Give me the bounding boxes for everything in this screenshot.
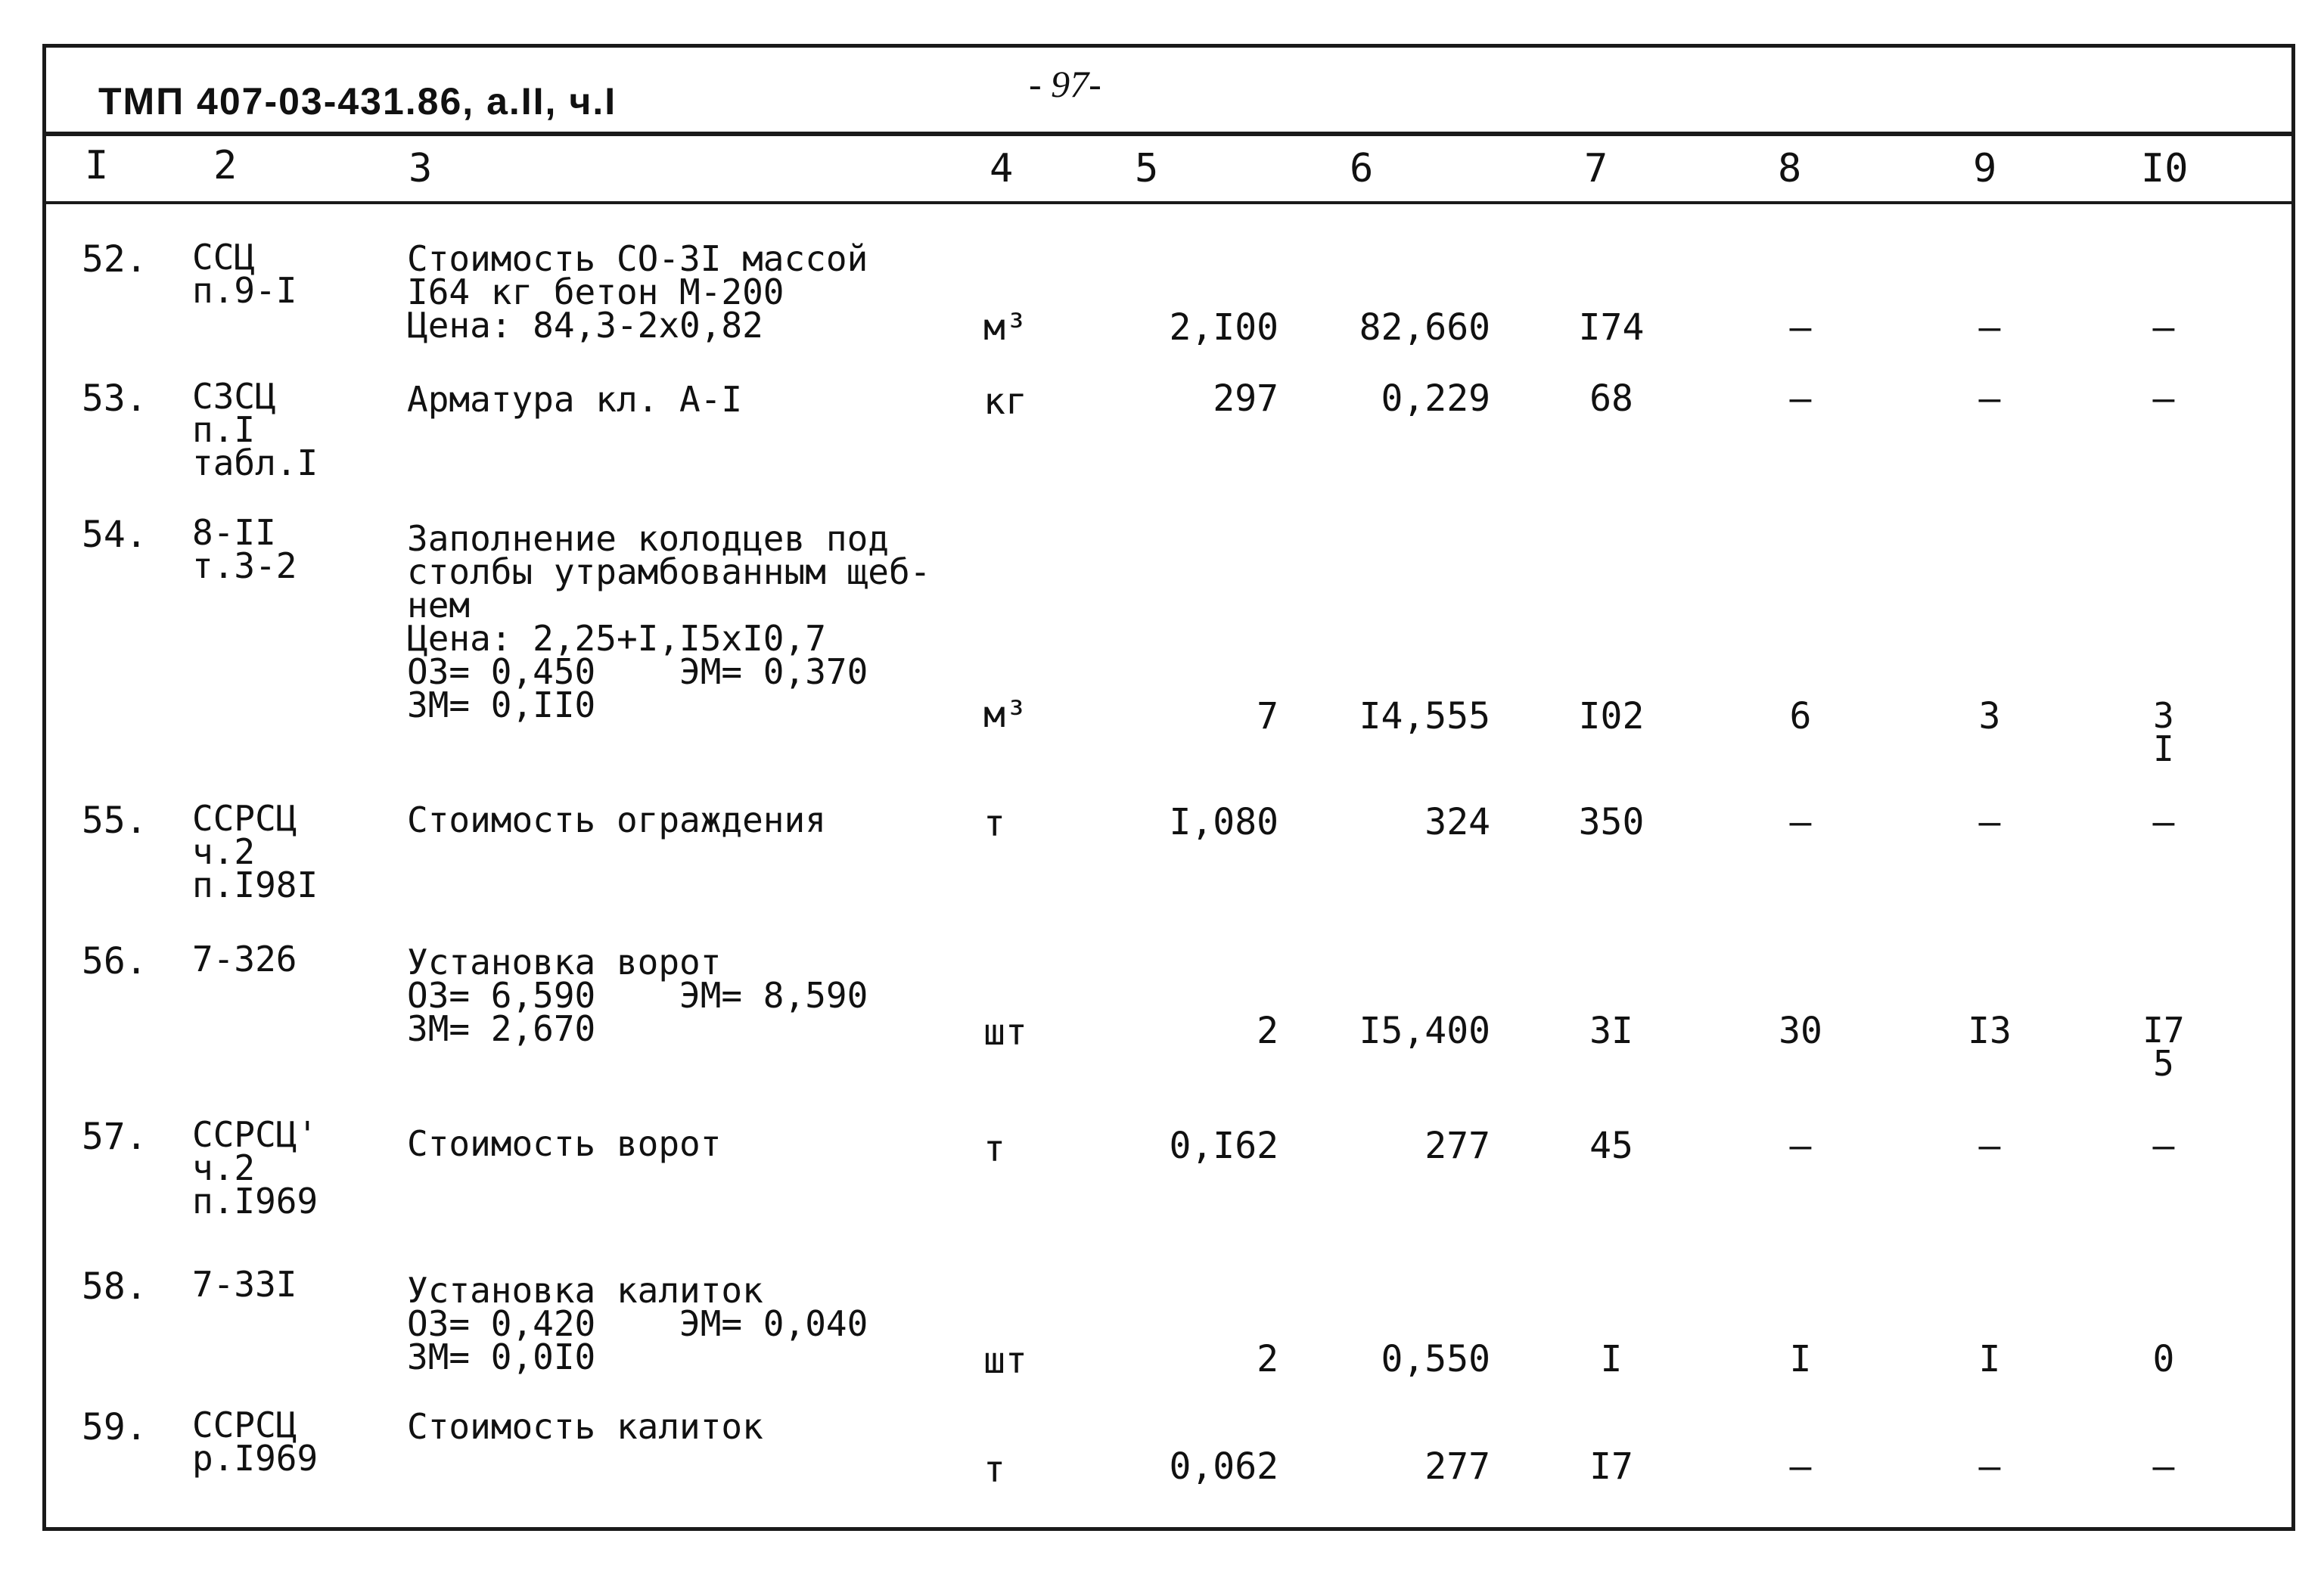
item-description: Заполнение колодцев под столбы утрамбованным щеб- нем Цена: 2,25+I,I5хI0,7 ОЗ= 0,450 ЭМ= 0,370 ЗМ= 0,II0	[407, 518, 931, 725]
row-number: 53.	[82, 377, 148, 420]
col-8-value: –	[1789, 1445, 1812, 1488]
unit-price: I4,555	[1359, 695, 1490, 737]
total-cost: 45	[1589, 1125, 1633, 1167]
quantity: 2	[1257, 1010, 1279, 1052]
unit: м³	[983, 694, 1027, 736]
header-rule	[42, 132, 2295, 136]
reference-code: 8-II т.3-2	[192, 512, 297, 586]
reference-code: ССЦ п.9-I	[192, 237, 297, 311]
col-header-5: 5	[1135, 146, 1159, 191]
item-description: Установка ворот ОЗ= 6,590 ЭМ= 8,590 ЗМ= 2,670	[407, 942, 868, 1049]
item-description: Установка калиток ОЗ= 0,420 ЭМ= 0,040 ЗМ= 0,0I0	[407, 1270, 868, 1377]
col-9-value: 3	[1978, 695, 2001, 737]
col-header-9: 9	[1973, 146, 1997, 191]
unit: шт	[983, 1011, 1027, 1054]
unit-price: 324	[1425, 801, 1490, 843]
col-10-value: 3 I	[2153, 695, 2174, 769]
quantity: 297	[1213, 377, 1279, 420]
col-9-value: I3	[1968, 1010, 2012, 1052]
col-header-4: 4	[990, 146, 1014, 191]
col-8-value: –	[1789, 1125, 1812, 1167]
unit-price: 0,550	[1381, 1338, 1490, 1380]
row-number: 59.	[82, 1406, 148, 1448]
page-frame	[42, 44, 2295, 1531]
col-header-1: I	[85, 143, 109, 188]
unit: т	[983, 803, 1005, 845]
reference-code: СЗСЦ п.I табл.I	[192, 376, 318, 483]
unit-price: I5,400	[1359, 1010, 1490, 1052]
col-10-value: –	[2152, 1125, 2175, 1167]
total-cost: I	[1600, 1338, 1623, 1380]
quantity: 0,062	[1169, 1445, 1279, 1488]
total-cost: I7	[1589, 1445, 1633, 1488]
item-description: Стоимость ограждения	[407, 799, 826, 840]
col-10-value: –	[2152, 306, 2175, 349]
col-10-value: –	[2152, 1445, 2175, 1488]
col-header-10: I0	[2141, 146, 2189, 191]
col-8-value: –	[1789, 377, 1812, 420]
quantity: I,080	[1169, 801, 1279, 843]
total-cost: 350	[1578, 801, 1645, 843]
document-code: ТМП 407-03-431.86, а.II, ч.I	[98, 80, 617, 123]
quantity: 2	[1257, 1338, 1279, 1380]
row-number: 55.	[82, 799, 148, 842]
reference-code: 7-326	[192, 939, 297, 979]
col-8-value: I	[1789, 1338, 1812, 1380]
col-10-value: –	[2152, 801, 2175, 843]
row-number: 57.	[82, 1116, 148, 1158]
col-9-value: –	[1978, 377, 2001, 420]
item-description: Арматура кл. А-I	[407, 379, 743, 420]
col-9-value: –	[1978, 306, 2001, 349]
col-header-7: 7	[1584, 146, 1608, 191]
total-cost: 68	[1589, 377, 1633, 420]
item-description: Стоимость СО-3I массой I64 кг бетон М-200 Цена: 84,3-2х0,82	[407, 238, 868, 346]
row-number: 52.	[82, 238, 148, 281]
row-number: 58.	[82, 1265, 148, 1308]
unit: т	[983, 1448, 1005, 1491]
reference-code: ССРСЦ р.I969	[192, 1405, 318, 1479]
col-10-value: I7 5	[2142, 1010, 2185, 1084]
col-header-8: 8	[1778, 146, 1802, 191]
col-8-value: –	[1789, 306, 1812, 349]
quantity: 7	[1257, 695, 1279, 737]
col-9-value: –	[1978, 1445, 2001, 1488]
quantity: 0,I62	[1169, 1125, 1279, 1167]
col-8-value: 30	[1779, 1010, 1822, 1052]
col-8-value: –	[1789, 801, 1812, 843]
unit-price: 277	[1425, 1125, 1490, 1167]
unit: кг	[983, 380, 1027, 423]
row-number: 56.	[82, 940, 148, 983]
reference-code: ССРСЦ ч.2 п.I98I	[192, 798, 318, 905]
unit: шт	[983, 1340, 1027, 1382]
total-cost: 3I	[1589, 1010, 1633, 1052]
total-cost: I02	[1578, 695, 1645, 737]
col-header-2: 2	[213, 143, 238, 188]
reference-code: 7-33I	[192, 1264, 297, 1305]
unit: т	[983, 1128, 1005, 1170]
row-number: 54.	[82, 514, 148, 556]
col-10-value: 0	[2152, 1338, 2175, 1380]
unit-price: 277	[1425, 1445, 1490, 1488]
unit: м³	[983, 306, 1027, 349]
unit-price: 0,229	[1381, 377, 1490, 420]
page-number: - 97-	[1029, 63, 1101, 105]
col-8-value: 6	[1789, 695, 1812, 737]
quantity: 2,I00	[1169, 306, 1279, 349]
col-9-value: I	[1978, 1338, 2001, 1380]
unit-price: 82,660	[1359, 306, 1490, 349]
col-header-3: 3	[409, 146, 433, 191]
col-10-value: –	[2152, 377, 2175, 420]
reference-code: ССРСЦ' ч.2 п.I969	[192, 1114, 318, 1222]
col-9-value: –	[1978, 801, 2001, 843]
total-cost: I74	[1578, 306, 1645, 349]
col-9-value: –	[1978, 1125, 2001, 1167]
col-header-6: 6	[1350, 146, 1374, 191]
item-description: Стоимость ворот	[407, 1123, 722, 1164]
column-header-rule	[42, 201, 2295, 204]
item-description: Стоимость калиток	[407, 1406, 763, 1447]
